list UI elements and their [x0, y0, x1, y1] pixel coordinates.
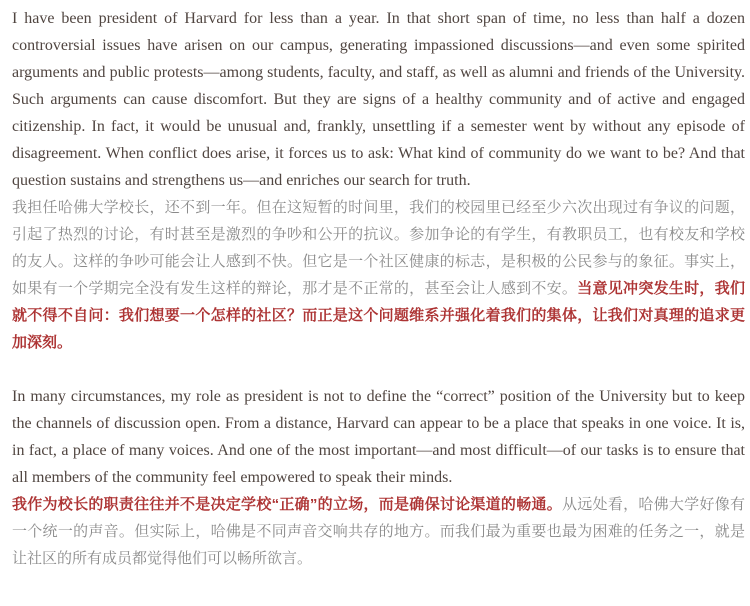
- chinese-emphasis-text: 当意见冲突发生时，我们就不得不自问：我们想要一个怎样的社区？而正是这个问题维系并强化着我们的集体，让我们对真理的追求更加深刻。: [12, 280, 745, 351]
- chinese-translation-2: [12, 491, 745, 572]
- chinese-regular-text: 我担任哈佛大学校长，还不到一年。但在这短暂的时间里，我们的校园里已经至少六次出现过有争议的问题，引起了热烈的讨论，有时甚至是激烈的争吵和公开的抗议。参加争论的有学生，有教职员工，也有校友和学校的友人。这样的争吵可能会让人感到不快。但它是一个社区健康的标志，是积极的公民参与的象征。事实上，如果有一个学期完全没有发生这样的辩论，那才是不正常的，甚至会让人感到不安。: [12, 199, 745, 297]
- english-paragraph-2: In many circumstances, my role as president is not to define the “correct” position of the University but to keep the channels of discussion open. From a distance, Harvard can appear to be a place that speaks in one voice. It is, in fact, a place of many voices. And one of the most important—and most difficult—of our tasks is to ensure that all members of the community feel empowered to speak their minds.: [12, 388, 745, 486]
- chinese-regular-text: 从远处看，哈佛大学好像有一个统一的声音。但实际上，哈佛是不同声音交响共存的地方。而我们最为重要也最为困难的任务之一，就是让社区的所有成员都觉得他们可以畅所欲言。: [12, 496, 745, 567]
- chinese-emphasis-text: 我作为校长的职责往往并不是决定学校“正确”的立场，而是确保讨论渠道的畅通。: [12, 496, 563, 513]
- chinese-translation-1: [12, 194, 745, 356]
- english-paragraph-1: I have been president of Harvard for less than a year. In that short span of time, no less than half a dozen controversial issues have arisen on our campus, generating impassioned discussions—and even some spirited arguments and public protests—among students, faculty, and staff, as well as alumni and friends of the University. Such arguments can cause discomfort. But they are signs of a healthy community and of active and engaged citizenship. In fact, it would be unusual and, frankly, unsettling if a semester went by without any episode of disagreement. When conflict does arise, it forces us to ask: What kind of community do we want to be? And that question sustains and strengthens us—and enriches our search for truth.: [12, 10, 745, 189]
